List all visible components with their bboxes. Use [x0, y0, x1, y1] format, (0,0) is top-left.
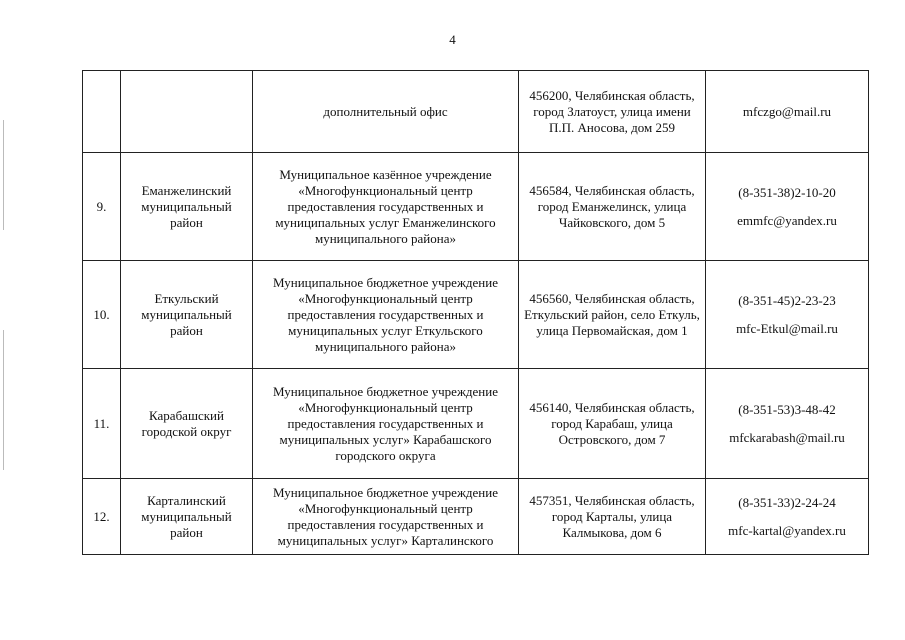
- organization-cell: [253, 153, 519, 261]
- email-address: mfc-Etkul@mail.ru: [736, 320, 838, 336]
- address-cell: [519, 153, 706, 261]
- address-cell: [519, 71, 706, 153]
- organization-name: Муниципальное бюджетное учреждение «Многофункциональный центр предоставления государственных и муниципальных услуг Еткульского муниципального района»: [273, 274, 498, 354]
- phone-number: (8-351-33)2-24-24: [738, 494, 836, 510]
- row-number-cell: [83, 369, 121, 479]
- contact-cell: [706, 369, 869, 479]
- organization-cell: [253, 479, 519, 555]
- table-row: [83, 153, 869, 261]
- municipality-name: Еткульский муниципальный район: [141, 290, 232, 338]
- address-cell: [519, 261, 706, 369]
- table-row: [83, 479, 869, 555]
- organization-name: дополнительный офис: [323, 103, 448, 119]
- row-number-cell: [83, 479, 121, 555]
- municipality-cell: [121, 71, 253, 153]
- row-number-cell: [83, 153, 121, 261]
- contact-cell: [706, 479, 869, 555]
- address-text: 456140, Челябинская область, город Карабаш, улица Островского, дом 7: [529, 399, 695, 447]
- row-number: 10.: [93, 306, 110, 322]
- address-text: 456584, Челябинская область, город Еманжелинск, улица Чайковского, дом 5: [529, 182, 695, 230]
- row-number: 11.: [93, 415, 110, 431]
- table-row: [83, 369, 869, 479]
- page-number: 4: [449, 32, 456, 47]
- municipality-cell: [121, 479, 253, 555]
- municipality-name: Еманжелинский муниципальный район: [141, 182, 232, 230]
- row-number-cell: [83, 261, 121, 369]
- contact-cell: [706, 153, 869, 261]
- address-cell: [519, 479, 706, 555]
- organization-cell: [253, 261, 519, 369]
- municipality-cell: [121, 261, 253, 369]
- row-number: 12.: [93, 508, 110, 524]
- organization-name: Муниципальное бюджетное учреждение «Многофункциональный центр предоставления государственных и муниципальных услуг» Карабашского городского округа: [273, 383, 498, 463]
- address-text: 456560, Челябинская область, Еткульский район, село Еткуль, улица Первомайская, дом 1: [524, 290, 700, 338]
- municipality-name: Карталинский муниципальный район: [141, 492, 232, 540]
- email-address: emmfc@yandex.ru: [737, 212, 837, 228]
- phone-number: (8-351-45)2-23-23: [738, 292, 836, 308]
- row-number: 9.: [96, 198, 107, 214]
- phone-number: (8-351-53)3-48-42: [738, 401, 836, 417]
- contact-cell: [706, 261, 869, 369]
- scan-edge-mark-top: [3, 120, 4, 230]
- scan-edge-mark-bottom: [3, 330, 4, 470]
- address-text: 456200, Челябинская область, город Златоуст, улица имени П.П. Аносова, дом 259: [529, 87, 695, 135]
- contact-cell: [706, 71, 869, 153]
- table-row: [83, 71, 869, 153]
- email-address: mfczgo@mail.ru: [742, 103, 832, 119]
- organization-name: Муниципальное бюджетное учреждение «Многофункциональный центр предоставления государственных и муниципальных услуг» Карталинского: [273, 484, 498, 548]
- mfc-offices-table: [82, 70, 869, 555]
- email-address: mfckarabash@mail.ru: [729, 429, 845, 445]
- organization-cell: [253, 369, 519, 479]
- organization-name: Муниципальное казённое учреждение «Многофункциональный центр предоставления государственных и муниципальных услуг Еманжелинского муниципального района»: [275, 166, 496, 246]
- address-cell: [519, 369, 706, 479]
- row-number-cell: [83, 71, 121, 153]
- email-address: mfc-kartal@yandex.ru: [728, 522, 846, 538]
- municipality-cell: [121, 369, 253, 479]
- table-row: [83, 261, 869, 369]
- municipality-name: Карабашский городской округ: [141, 407, 232, 439]
- phone-number: (8-351-38)2-10-20: [738, 184, 836, 200]
- organization-cell: [253, 71, 519, 153]
- municipality-cell: [121, 153, 253, 261]
- address-text: 457351, Челябинская область, город Карталы, улица Калмыкова, дом 6: [529, 492, 695, 540]
